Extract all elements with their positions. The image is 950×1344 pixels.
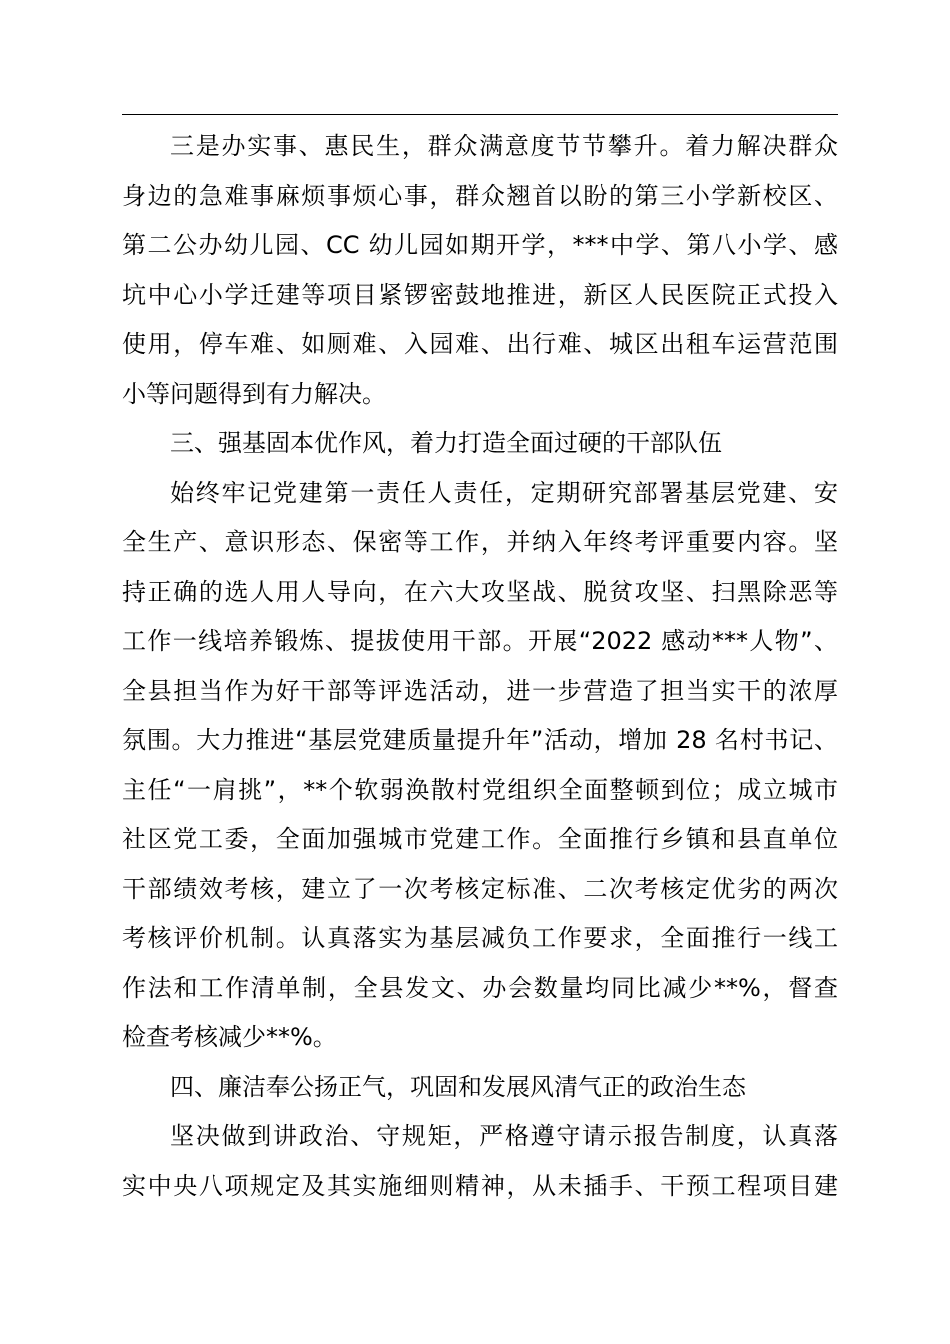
- paragraph-line: 工作一线培养锻炼、提拔使用干部。开展“2022 感动***人物”、: [122, 627, 838, 655]
- paragraph-line: 检查考核减少**%。: [122, 1023, 337, 1051]
- paragraph-line: 主任“一肩挑”，**个软弱涣散村党组织全面整顿到位；成立城市: [122, 775, 838, 804]
- paragraph-line: 考核评价机制。认真落实为基层减负工作要求，全面推行一线工: [122, 924, 838, 952]
- paragraph-line: 使用，停车难、如厕难、入园难、出行难、城区出租车运营范围: [122, 330, 838, 358]
- paragraph-line: 氛围。大力推进“基层党建质量提升年”活动，增加 28 名村书记、: [122, 726, 838, 754]
- paragraph-line: 始终牢记党建第一责任人责任，定期研究部署基层党建、安: [170, 478, 838, 507]
- body-text: [122, 122, 838, 1211]
- paragraph-line: 持正确的选人用人导向，在六大攻坚战、脱贫攻坚、扫黑除恶等: [122, 577, 838, 606]
- paragraph-line: 作法和工作清单制，全县发文、办会数量均同比减少**%，督查: [122, 973, 838, 1002]
- header-rule: [122, 114, 838, 115]
- paragraph-line: 全生产、意识形态、保密等工作，并纳入年终考评重要内容。坚: [122, 528, 838, 556]
- paragraph-line: 实中央八项规定及其实施细则精神，从未插手、干预工程项目建: [122, 1171, 838, 1200]
- paragraph-line: 坑中心小学迁建等项目紧锣密鼓地推进，新区人民医院正式投入: [122, 280, 838, 309]
- section-heading: 三、强基固本优作风，着力打造全面过硬的干部队伍: [170, 429, 722, 457]
- section-heading: 四、廉洁奉公扬正气，巩固和发展风清气正的政治生态: [170, 1072, 746, 1101]
- paragraph-line: 身边的急难事麻烦事烦心事，群众翘首以盼的第三小学新校区、: [122, 181, 838, 210]
- paragraph-line: 社区党工委，全面加强城市党建工作。全面推行乡镇和县直单位: [122, 825, 838, 853]
- paragraph-line: 干部绩效考核，建立了一次考核定标准、二次考核定优劣的两次: [122, 874, 838, 903]
- paragraph-line: 坚决做到讲政治、守规矩，严格遵守请示报告制度，认真落: [170, 1122, 838, 1150]
- paragraph-line: 三是办实事、惠民生，群众满意度节节攀升。着力解决群众: [170, 132, 838, 160]
- paragraph-line: 第二公办幼儿园、CC 幼儿园如期开学，***中学、第八小学、感: [122, 231, 838, 259]
- paragraph-line: 全县担当作为好干部等评选活动，进一步营造了担当实干的浓厚: [122, 676, 838, 705]
- paragraph-line: 小等问题得到有力解决。: [122, 379, 386, 408]
